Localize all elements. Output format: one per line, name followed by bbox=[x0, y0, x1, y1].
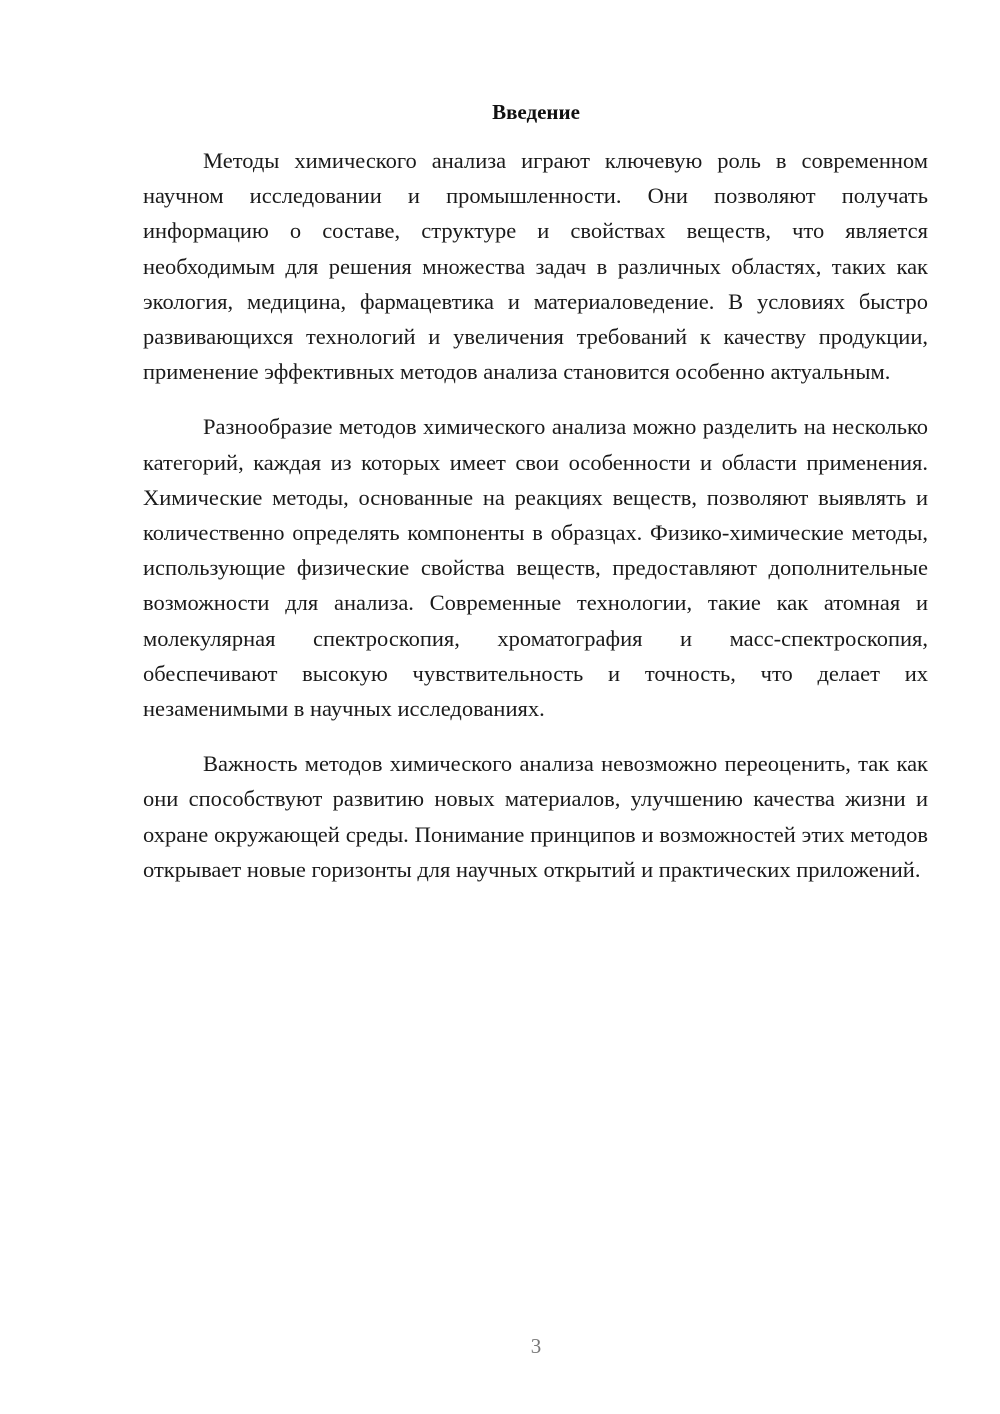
paragraph-3: Важность методов химического анализа невозможно переоценить, так как они способствуют развитию новых материалов, улучшению качества жизни и охране окружающей среды. Понимание принципов и возможностей этих методов открывает новые горизонты для научных открытий и практических приложений. bbox=[143, 751, 928, 882]
section-heading: Введение bbox=[492, 100, 580, 124]
paragraph-2: Разнообразие методов химического анализа можно разделить на несколько категорий, каждая из которых имеет свои особенности и области применения. Химические методы, основанные на реакциях веществ, позволяют выявлять и количественно определять компоненты в образцах. Физико-химические методы, использующие физические свойства веществ, предоставляют дополнительные возможности для анализа. Современные технологии, такие как атомная и молекулярная спектроскопия, хроматография и масс-спектроскопия, обеспечивают высокую чувствительность и точность, что делает их незаменимыми в научных исследованиях. bbox=[143, 414, 928, 722]
paragraph-1: Методы химического анализа играют ключевую роль в современном научном исследовании и промышленности. Они позволяют получать информацию о составе, структуре и свойствах веществ, что является необходимым для решения множества задач в различных областях, таких как экология, медицина, фармацевтика и материаловедение. В условиях быстро развивающихся технологий и увеличения требований к качеству продукции, применение эффективных методов анализа становится особенно актуальным. bbox=[143, 148, 928, 385]
body-text bbox=[143, 143, 928, 907]
page-number: 3 bbox=[530, 1334, 542, 1358]
